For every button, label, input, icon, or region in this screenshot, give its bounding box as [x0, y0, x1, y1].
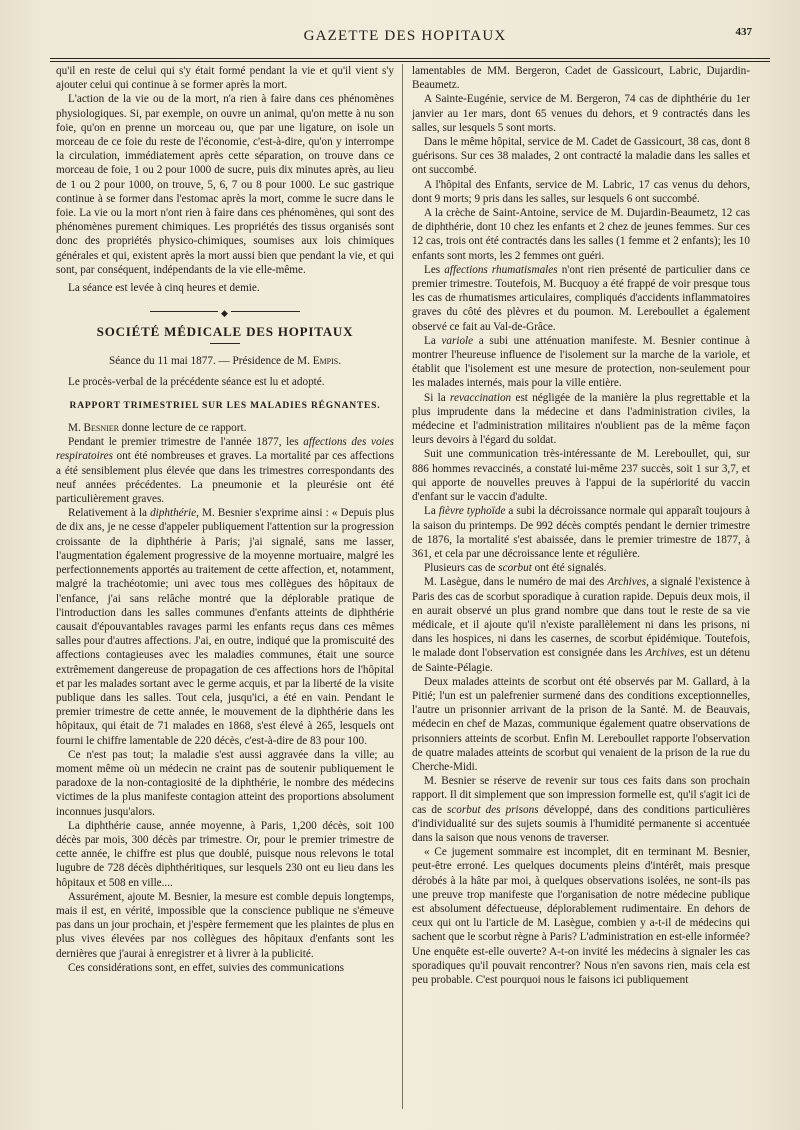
divider-ornament-icon: ◆: [218, 306, 231, 320]
running-title: GAZETTE DES HOPITAUX: [303, 28, 507, 44]
paragraph: La diphthérie cause, année moyenne, à Paris, 1,200 décès, soit 100 décès par mois, 300 décès par trimestre. Or, pour le premier trimestre de cette année, le chiffre est plus que doublé, puisque nous relevons le total lugubre de 728 décès diphthéritiques, sur lesquels 230 ont eu lieu dans les hôpitaux et 508 en ville....: [56, 819, 394, 889]
paragraph: Assurément, ajoute M. Besnier, la mesure est comble depuis longtemps, mais il est, en vérité, impossible que la conscience publique ne s'émeuve pas dans un jour prochain, et j'espère fermement que les plaintes de plus en plus vives élevées par nos collègues des hôpitaux d'enfants sont les dernières que j'aurai à enregistrer et à livrer à la publicité.: [56, 890, 394, 960]
paragraph: Pendant le premier trimestre de l'année 1877, les affections des voies respiratoires ont été nombreuses et graves. La mortalité par ces affections a été sensiblement plus élevée que dans les trimestres correspondants des neuf années précédentes. La pneumonie et la pleurésie ont été particulièrement graves.: [56, 436, 394, 506]
heading-rule: [210, 343, 240, 344]
paragraph: Le procès-verbal de la précédente séance est lu et adopté.: [68, 375, 325, 388]
paragraph: Ces considérations sont, en effet, suivies des communications: [68, 961, 345, 974]
paragraph: La variole a subi une atténuation manifeste. M. Besnier continue à montrer l'heureuse influence de l'isolement sur la marche de la variole, et établit que l'isolement est une mesure de protection, non-seulement pour les malades internés, mais pour la ville entière.: [412, 334, 750, 390]
right-column: [412, 64, 750, 1114]
paragraph: Relativement à la diphthérie, M. Besnier s'exprime ainsi : « Depuis plus de dix ans, je ne cesse d'appeler publiquement l'attention sur la progression croissante de la diphthérie à Paris; j'ai signalé, sans me lasser, l'augmentation également progressive de la moyenne mortuaire, malgré les perfectionnements apportés au traitement de cette affection, et, notamment, malgré la trachéotomie; uni avec tous mes collègues des hôpitaux de l'enfance, j'ai sans relâche montré que la déplorable pratique de l'introduction dans les salles communes d'enfants atteints de diphthérie causait d'épouvantables ravages parmi les enfants reçus dans ces mêmes salles pour d'autres affections. J'ai, en outre, indiqué que la promiscuité des affections contagieuses avec les maladies communes, était une source extrêmement dangereuse de propagation de ces affections hors de l'hôpital et par les malades sortant avec le germe acquis, et par la liberté de la visite publique dans les salles. Tout cela, jusqu'ici, a été en vain. Pendant le premier trimestre de cette année, le mouvement de la diphthérie dans les hôpitaux, qui était de 71 malades en 1868, s'est élevé à 265, lesquels ont fourni le chiffre lamentable de 220 décès, c'est-à-dire de 83 pour 100.: [56, 507, 395, 747]
section-heading: SOCIÉTÉ MÉDICALE DES HOPITAUX: [96, 324, 354, 340]
paragraph: Plusieurs cas de scorbut ont été signalés.: [424, 562, 607, 575]
left-column: [56, 64, 394, 1114]
paragraph: « Ce jugement sommaire est incomplet, dit en terminant M. Besnier, peut-être erroné. Les quelques documents pleins d'intérêt, mais presque dérobés à la hâte par moi, à quelques observations isolées, ne sont-ils pas une preuve trop manifeste que l'organisation de notre médecine publique est absolument défectueuse, déplorablement rudimentaire. En dehors de ceux qui ont lu l'article de M. Lasègue, combien y a-t-il de médecins qui sachent que le scorbut règne à Paris? L'administration en est-elle informée? Une enquête est-elle ouverte? A-t-on invité les médecins à signaler les cas sporadiques qu'il pouvait rencontrer? Nous n'en savons rien, mais cela est peu probable. C'est pourquoi nous le faisons ici publiquement: [412, 846, 750, 986]
paragraph: A l'hôpital des Enfants, service de M. Labric, 17 cas venus du dehors, dont 9 morts; 9 pris dans les salles, sur lesquels 6 ont succombé.: [412, 178, 750, 205]
paragraph: Les affections rhumatismales n'ont rien présenté de particulier dans ce premier trimestre. Toutefois, M. Bucquoy a été frappé de voir presque tous les cas de rhumatismes articulaires, compliqués d'accidents inflammatoires graves du côté des plèvres et du poumon. M. Lereboullet a également observé ce fait au Val-de-Grâce.: [412, 263, 750, 333]
paragraph: Deux malades atteints de scorbut ont été observés par M. Gallard, à la Pitié; l'un est un palefrenier surmené dans des conditions exceptionnelles, l'autre un prisonnier arrivant de la prison de la Santé. M. de Beauvais, médecin en chef de Mazas, communique également quatre observations de prisonniers atteints de scorbut. Enfin M. Lereboullet rapporte l'observation de quatre malades atteints de scorbut qui venaient de la prison de la rue du Cherche-Midi.: [412, 675, 750, 773]
paragraph: Dans le même hôpital, service de M. Cadet de Gassicourt, 38 cas, dont 8 guérisons. Sur ces 38 malades, 2 ont contracté la maladie dans les salles et ont succombé.: [412, 136, 750, 177]
paragraph: L'action de la vie ou de la mort, n'a rien à faire dans ces phénomènes physiologiques. Si, par exemple, on ouvre un animal, qu'on mette à nu son foie, qu'on en prenne un morceau ou, que par une ligature, on isole un morceau de ce foie du reste de l'économie, c'est-à-dire, qu'on y interrompe la circulation, immédiatement après cette séparation, on trouve dans ce morceau de foie, 1 ou 2 pour 1000 de sucre, puis dix minutes après, au lieu de 1 ou 2 pour 1000, on trouve, 5, 6, 7 ou 8 pour 1000. Le suc gastrique continue à se former dans l'estomac après la mort, comme le sucre dans le foie. La vie ou la mort n'ont rien à faire dans ces phénomènes, qui sont des phénomènes purement chimiques. Les propriétés des tissus organisés sont donc des propriétés physico-chimiques, soumises aux lois chimiques générales et qui, existent après la mort aussi bien que pendant la vie, et qui sont, par conséquent, indépendants de la vie elle-même.: [56, 93, 394, 276]
paragraph: La séance est levée à cinq heures et demie.: [68, 282, 260, 295]
header-rule: [50, 58, 770, 62]
page-header: [40, 18, 770, 58]
paragraph: La fièvre typhoïde a subi la décroissance normale qui apparaît toujours à la saison du printemps. De 992 décès comptés pendant le dernier trimestre de 1876, la mortalité s'est abaissée, dans le premier trimestre de 1877, à 361, et cela par une décroissance lente et régulière.: [412, 505, 751, 560]
paragraph: A la crèche de Saint-Antoine, service de M. Dujardin-Beaumetz, 12 cas de diphthérie, dont 10 chez les enfants et 2 chez de jeunes femmes. Sur ces 12 cas, trois ont été contractés dans les salles (1 femme et 2 enfants); les 10 enfants sont morts, les 2 femmes ont guéri.: [412, 207, 750, 262]
paragraph: Ce n'est pas tout; la maladie s'est aussi aggravée dans la ville; au moment même où un médecin ne craint pas de soutenir publiquement le paradoxe de la non-contagiosité de la diphthérie, le nombre des médecins victimes de la plus manifeste contagion atteint des proportions absolument inconnues jusqu'alors.: [56, 748, 394, 818]
section-divider: [150, 308, 300, 319]
paragraph: M. Lasègue, dans le numéro de mai des Archives, a signalé l'existence à Paris des cas de scorbut sporadique à curation rapide. Depuis deux mois, il en aurait observé un plus grand nombre que dans tout le reste de sa vie médicale, et il ajoute qu'il n'existe parallèlement ni dans les prisons, ni dans les hospices, ni dans les casernes, de scorbut épidémique. Toutefois, le malade dont l'observation est consignée dans les Archives, est un détenu de Sainte-Pélagie.: [412, 576, 750, 674]
paragraph: qu'il en reste de celui qui s'y était formé pendant la vie et qu'il vient s'y ajouter celui qui continue à se former après la mort.: [56, 65, 394, 92]
session-line: Séance du 11 mai 1877. — Présidence de M. Empis.: [108, 355, 342, 368]
column-divider: [402, 64, 403, 1109]
page-number: 437: [735, 26, 752, 38]
paragraph: Si la revaccination est négligée de la manière la plus regrettable et la plus imprudente dans la médecine et dans l'administration civiles, la médecine et l'administration militaires n'oublient pas de la même façon leurs devoirs à l'égard du soldat.: [412, 391, 750, 447]
paragraph: M. Besnier donne lecture de ce rapport.: [68, 422, 247, 435]
paragraph: Suit une communication très-intéressante de M. Lereboullet, qui, sur 886 hommes revaccinés, a constaté lui-même 237 succès, soit 1 sur 3,7, et qui apporte de nouvelles preuves à l'appui de la supériorité du vaccin d'enfant sur le vaccin d'adulte.: [412, 448, 750, 504]
speaker-name: M. Besnier: [68, 422, 120, 435]
subsection-heading: RAPPORT TRIMESTRIEL SUR LES MALADIES RÉGNANTES.: [69, 400, 381, 411]
paragraph: A Sainte-Eugénie, service de M. Bergeron, 74 cas de diphthérie du 1er janvier au 1er mars, dont 65 venues du dehors, et 9 contractés dans les salles, sur lesquels 5 sont morts.: [412, 93, 750, 134]
president-name: Empis.: [312, 355, 342, 368]
paragraph: lamentables de MM. Bergeron, Cadet de Gassicourt, Labric, Dujardin-Beaumetz.: [412, 65, 750, 92]
paragraph: M. Besnier se réserve de revenir sur tous ces faits dans son prochain rapport. Il dit simplement que son impression formelle est, qu'il s'agit ici de cas de scorbut des prisons développé, dans des conditions particulières d'individualité sur des sujets soumis à l'humidité permanente si accentuée dans la saison que nous venons de traverser.: [412, 775, 750, 844]
